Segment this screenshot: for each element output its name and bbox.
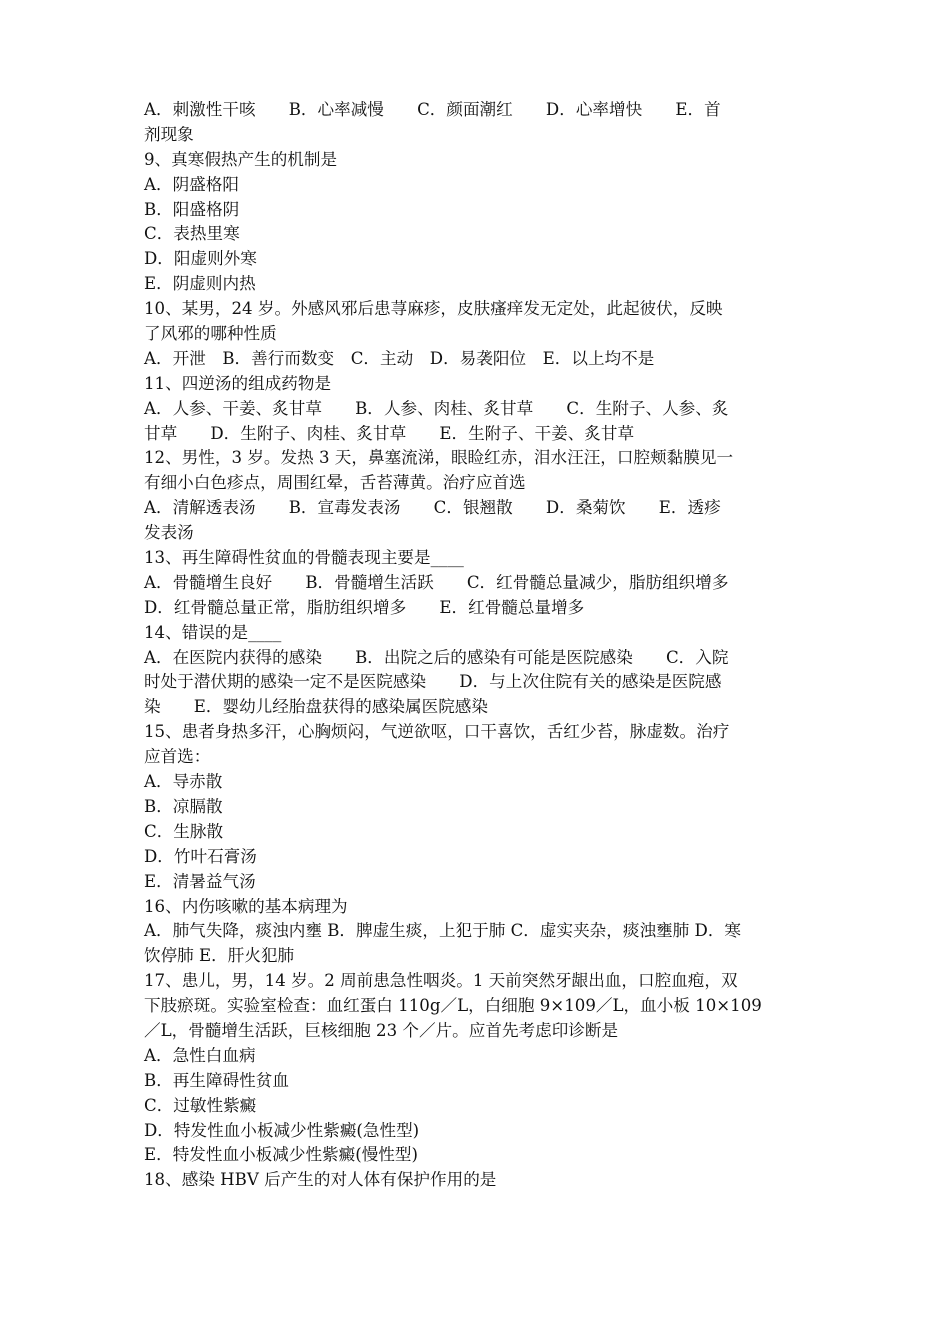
option-line: C．表热里寒 [144, 224, 240, 244]
option-line: E．清暑益气汤 [144, 871, 256, 891]
text-line: 应首选： [144, 747, 211, 767]
option-line: A．清解透表汤 B．宣毒发表汤 C．银翘散 D．桑菊饮 E．透疹 [144, 498, 721, 518]
option-line: C．生脉散 [144, 821, 224, 841]
option-line: B．再生障碍性贫血 [144, 1070, 289, 1090]
option-line: E．特发性血小板减少性紫癜(慢性型) [144, 1145, 418, 1165]
text-line: 有细小白色疹点，周围红晕，舌苔薄黄。治疗应首选 [144, 473, 526, 493]
text-line: 下肢瘀斑。实验室检查：血红蛋白 110g／L，白细胞 9×109／L，血小板 10×109 [144, 996, 762, 1016]
exam-questions-text [144, 98, 810, 1193]
option-line: A．急性白血病 [144, 1045, 256, 1065]
option-line: B．阳盛格阴 [144, 199, 240, 219]
question-16: 16、内伤咳嗽的基本病理为 [144, 896, 348, 916]
option-line: A．肺气失降，痰浊内壅 B．脾虚生痰，上犯于肺 C．虚实夹杂，痰浊壅肺 D．寒 [144, 921, 742, 941]
question-18: 18、感染 HBV 后产生的对人体有保护作用的是 [144, 1170, 497, 1190]
option-line: A．阴盛格阳 [144, 174, 239, 194]
option-line: 饮停肺 E．肝火犯肺 [144, 946, 295, 966]
option-line: D．红骨髓总量正常，脂肪组织增多 E．红骨髓总量增多 [144, 597, 585, 617]
question-9: 9、真寒假热产生的机制是 [144, 149, 338, 169]
question-14: 14、错误的是____ [144, 622, 282, 642]
option-line: E．阴虚则内热 [144, 274, 256, 294]
option-line: 发表汤 [144, 523, 194, 543]
question-12: 12、男性，3 岁。发热 3 天，鼻塞流涕，眼睑红赤，泪水汪汪，口腔颊黏膜见一 [144, 448, 734, 468]
option-line: 染 E．婴幼儿经胎盘获得的感染属医院感染 [144, 697, 488, 717]
option-line: A．人参、干姜、炙甘草 B．人参、肉桂、炙甘草 C．生附子、人参、炙 [144, 398, 729, 418]
question-15: 15、患者身热多汗，心胸烦闷，气逆欲呕，口干喜饮，舌红少苔，脉虚数。治疗 [144, 722, 730, 742]
option-line: D．阳虚则外寒 [144, 249, 257, 269]
question-17: 17、患儿，男，14 岁。2 周前患急性咽炎。1 天前突然牙龈出血，口腔血疱，双 [144, 971, 738, 991]
option-line: A．骨髓增生良好 B．骨髓增生活跃 C．红骨髓总量减少，脂肪组织增多 [144, 572, 729, 592]
text-line: ／L，骨髓增生活跃，巨核细胞 23 个／片。应首先考虑印诊断是 [144, 1020, 619, 1040]
option-line: D．竹叶石膏汤 [144, 846, 257, 866]
text-line: 了风邪的哪种性质 [144, 324, 277, 344]
option-line: D．特发性血小板减少性紫癜(急性型) [144, 1120, 420, 1140]
option-line: C．过敏性紫癜 [144, 1095, 257, 1115]
text-line: 剂现象 [144, 124, 194, 144]
option-line: A．在医院内获得的感染 B．出院之后的感染有可能是医院感染 C．入院 [144, 647, 729, 667]
question-13: 13、再生障碍性贫血的骨髓表现主要是____ [144, 548, 464, 568]
question-11: 11、四逆汤的组成药物是 [144, 373, 332, 393]
option-line: A．开泄 B．善行而数变 C．主动 D．易袭阳位 E．以上均不是 [144, 348, 655, 368]
text-line: A．刺激性干咳 B．心率减慢 C．颜面潮红 D．心率增快 E．首 [144, 100, 721, 119]
option-line: 甘草 D．生附子、肉桂、炙甘草 E．生附子、干姜、炙甘草 [144, 423, 635, 443]
option-line: 时处于潜伏期的感染一定不是医院感染 D．与上次住院有关的感染是医院感 [144, 672, 722, 692]
option-line: A．导赤散 [144, 772, 223, 792]
question-10: 10、某男，24 岁。外感风邪后患荨麻疹，皮肤瘙痒发无定处，此起彼伏，反映 [144, 299, 723, 319]
option-line: B．凉膈散 [144, 796, 223, 816]
